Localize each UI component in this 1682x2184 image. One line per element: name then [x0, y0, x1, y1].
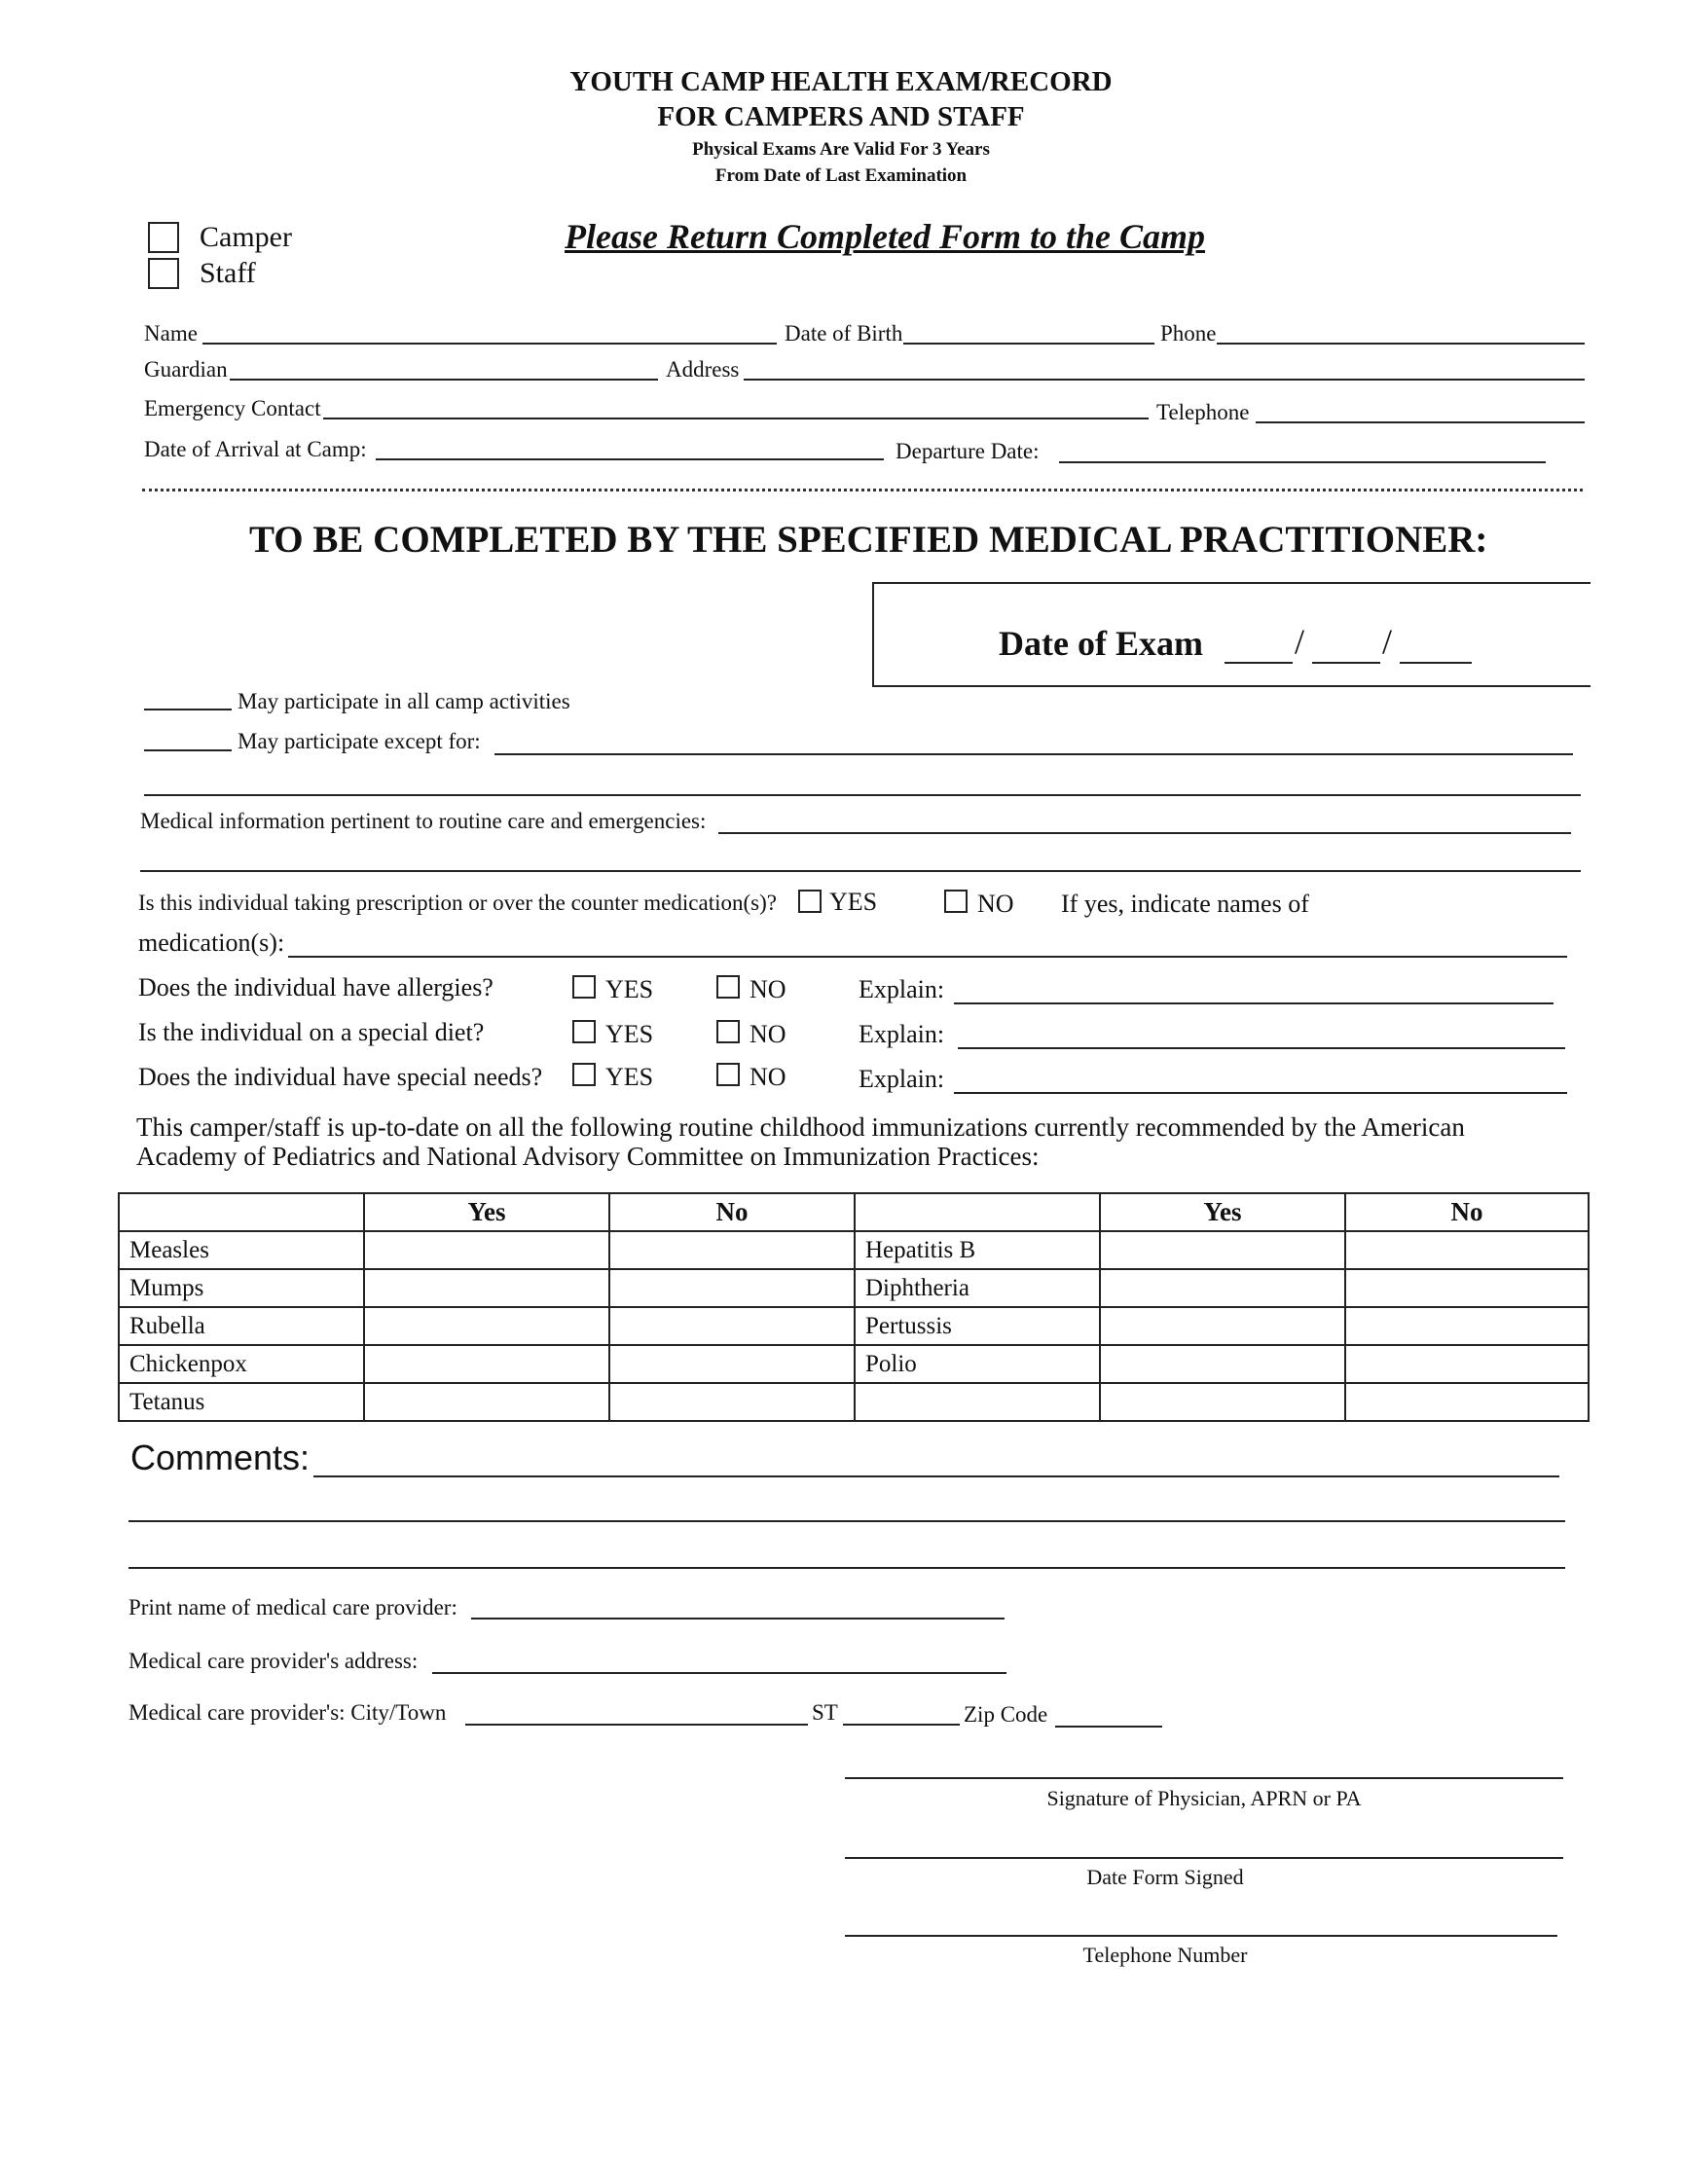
camper-label: Camper — [200, 221, 292, 253]
guardian-label: Guardian — [144, 357, 228, 382]
table-header-cell — [119, 1193, 364, 1231]
exam-date-separator: / — [1382, 622, 1393, 661]
provider-name-label: Print name of medical care provider: — [128, 1595, 457, 1620]
special-diet-yes-checkbox[interactable] — [572, 1020, 596, 1043]
medical-info-field-line2[interactable] — [140, 870, 1581, 872]
table-header-cell: No — [609, 1193, 855, 1231]
exam-date-box — [872, 582, 1591, 687]
departure-date-label: Departure Date: — [896, 439, 1040, 463]
yes-cell[interactable] — [1100, 1307, 1345, 1345]
telephone-field[interactable] — [1256, 421, 1585, 423]
no-cell[interactable] — [1345, 1345, 1589, 1383]
phone-field[interactable] — [1217, 343, 1585, 345]
exam-day-field[interactable] — [1312, 662, 1380, 664]
exam-date-label: Date of Exam — [999, 624, 1203, 663]
participate-all-field[interactable] — [144, 709, 232, 710]
provider-telephone-label: Telephone Number — [1082, 1943, 1248, 1967]
yes-cell[interactable] — [1100, 1383, 1345, 1421]
guardian-field[interactable] — [230, 379, 658, 381]
table-row — [119, 1383, 1589, 1421]
no-cell[interactable] — [609, 1345, 855, 1383]
table-row — [119, 1345, 1589, 1383]
provider-zip-label: Zip Code — [964, 1702, 1048, 1727]
vaccine-name: Rubella — [119, 1307, 364, 1345]
medication-names-label: medication(s): — [138, 928, 285, 957]
immunization-table — [118, 1192, 1590, 1422]
arrival-date-label: Date of Arrival at Camp: — [144, 437, 367, 461]
vaccine-name: Mumps — [119, 1269, 364, 1307]
provider-zip-field[interactable] — [1055, 1726, 1162, 1728]
no-cell[interactable] — [1345, 1269, 1589, 1307]
medical-info-field[interactable] — [718, 832, 1571, 834]
telephone-label: Telephone — [1156, 400, 1250, 424]
physician-signature-field[interactable] — [845, 1777, 1563, 1779]
date-signed-field[interactable] — [845, 1857, 1563, 1859]
special-needs-explain-label: Explain: — [859, 1065, 945, 1093]
no-cell[interactable] — [609, 1307, 855, 1345]
special-needs-question: Does the individual have special needs? — [138, 1063, 543, 1091]
provider-address-label: Medical care provider's address: — [128, 1649, 419, 1673]
vaccine-name: Polio — [855, 1345, 1100, 1383]
exam-month-field[interactable] — [1225, 662, 1293, 664]
table-header-row — [119, 1193, 1589, 1231]
special-needs-yes-checkbox[interactable] — [572, 1063, 596, 1086]
departure-date-field[interactable] — [1059, 461, 1546, 463]
participate-except-label: May participate except for: — [238, 729, 481, 753]
yes-cell[interactable] — [364, 1345, 609, 1383]
physician-signature-label: Signature of Physician, APRN or PA — [1046, 1786, 1362, 1810]
no-cell[interactable] — [1345, 1383, 1589, 1421]
yes-cell[interactable] — [364, 1307, 609, 1345]
allergies-explain-label: Explain: — [859, 975, 945, 1003]
participate-except-field[interactable] — [494, 753, 1573, 755]
yes-cell[interactable] — [364, 1269, 609, 1307]
allergies-no-label: NO — [750, 975, 786, 1003]
vaccine-name: Hepatitis B — [855, 1231, 1100, 1269]
name-field[interactable] — [202, 343, 777, 345]
address-field[interactable] — [744, 379, 1585, 381]
vaccine-name: Chickenpox — [119, 1345, 364, 1383]
allergies-yes-checkbox[interactable] — [572, 975, 596, 999]
arrival-date-field[interactable] — [376, 458, 884, 460]
yes-cell[interactable] — [364, 1383, 609, 1421]
participate-except-mark-field[interactable] — [144, 749, 232, 751]
table-header-cell: Yes — [364, 1193, 609, 1231]
provider-address-field[interactable] — [432, 1672, 1006, 1674]
form-subtitle-line2: From Date of Last Examination — [714, 165, 968, 186]
staff-label: Staff — [200, 257, 256, 289]
table-row — [119, 1307, 1589, 1345]
special-needs-yes-label: YES — [605, 1063, 654, 1091]
vaccine-name — [855, 1383, 1100, 1421]
table-header-cell: Yes — [1100, 1193, 1345, 1231]
special-diet-explain-label: Explain: — [859, 1020, 945, 1048]
allergies-explain-field[interactable] — [954, 1002, 1554, 1004]
comments-field[interactable] — [313, 1475, 1559, 1477]
provider-name-field[interactable] — [471, 1618, 1005, 1620]
medication-no-label: NO — [977, 890, 1014, 918]
staff-checkbox[interactable] — [148, 258, 179, 289]
camper-checkbox[interactable] — [148, 222, 179, 253]
no-cell[interactable] — [1345, 1307, 1589, 1345]
vaccine-name: Measles — [119, 1231, 364, 1269]
medication-yes-label: YES — [829, 888, 878, 916]
vaccine-name: Tetanus — [119, 1383, 364, 1421]
form-title-line2: FOR CAMPERS AND STAFF — [657, 101, 1025, 132]
no-cell[interactable] — [1345, 1231, 1589, 1269]
yes-cell[interactable] — [1100, 1231, 1345, 1269]
medication-no-checkbox[interactable] — [944, 890, 968, 913]
table-header-cell — [855, 1193, 1100, 1231]
no-cell[interactable] — [609, 1383, 855, 1421]
special-diet-yes-label: YES — [605, 1020, 654, 1048]
table-header-cell: No — [1345, 1193, 1589, 1231]
comments-field-line2[interactable] — [128, 1520, 1565, 1522]
exam-date-separator: / — [1295, 622, 1305, 661]
provider-city-field[interactable] — [465, 1724, 808, 1726]
medication-names-field[interactable] — [288, 956, 1567, 958]
address-label: Address — [666, 357, 740, 382]
allergies-question: Does the individual have allergies? — [138, 973, 494, 1001]
yes-cell[interactable] — [364, 1231, 609, 1269]
participate-except-field-line2[interactable] — [144, 794, 1581, 796]
date-signed-label: Date Form Signed — [1086, 1865, 1244, 1889]
exam-year-field[interactable] — [1400, 662, 1472, 664]
phone-label: Phone — [1160, 321, 1217, 346]
yes-cell[interactable] — [1100, 1269, 1345, 1307]
return-notice: Please Return Completed Form to the Camp — [565, 217, 1206, 256]
emergency-contact-field[interactable] — [323, 418, 1149, 419]
special-diet-no-checkbox[interactable] — [716, 1020, 740, 1043]
comments-field-line3[interactable] — [128, 1567, 1565, 1569]
allergies-yes-label: YES — [605, 975, 654, 1003]
special-diet-no-label: NO — [750, 1020, 786, 1048]
comments-label: Comments: — [130, 1438, 311, 1477]
no-cell[interactable] — [609, 1231, 855, 1269]
name-label: Name — [144, 321, 198, 346]
special-needs-no-checkbox[interactable] — [716, 1063, 740, 1086]
yes-cell[interactable] — [1100, 1345, 1345, 1383]
provider-state-field[interactable] — [843, 1724, 960, 1726]
form-subtitle-line1: Physical Exams Are Valid For 3 Years — [692, 139, 990, 160]
special-needs-no-label: NO — [750, 1063, 786, 1091]
allergies-no-checkbox[interactable] — [716, 975, 740, 999]
special-needs-explain-field[interactable] — [954, 1092, 1567, 1094]
provider-state-label: ST — [812, 1700, 838, 1725]
special-diet-question: Is the individual on a special diet? — [138, 1018, 485, 1046]
provider-city-label: Medical care provider's: City/Town — [128, 1700, 447, 1725]
emergency-contact-label: Emergency Contact — [144, 396, 321, 420]
medication-if-yes-label: If yes, indicate names of — [1061, 890, 1309, 918]
table-row — [119, 1231, 1589, 1269]
medication-yes-checkbox[interactable] — [798, 890, 822, 913]
medication-question: Is this individual taking prescription or over the counter medication(s)? — [138, 891, 777, 915]
immunization-statement-line2: Academy of Pediatrics and National Advisory Committee on Immunization Practices: — [136, 1142, 1040, 1171]
section-divider — [142, 489, 1583, 491]
special-diet-explain-field[interactable] — [958, 1047, 1565, 1049]
form-title-line1: YOUTH CAMP HEALTH EXAM/RECORD — [569, 66, 1113, 97]
vaccine-name: Diphtheria — [855, 1269, 1100, 1307]
participate-all-label: May participate in all camp activities — [238, 689, 570, 713]
practitioner-section-heading: TO BE COMPLETED BY THE SPECIFIED MEDICAL PRACTITIONER: — [249, 519, 1488, 561]
provider-telephone-field[interactable] — [845, 1935, 1557, 1937]
vaccine-name: Pertussis — [855, 1307, 1100, 1345]
table-row — [119, 1269, 1589, 1307]
dob-field[interactable] — [903, 343, 1154, 345]
no-cell[interactable] — [609, 1269, 855, 1307]
dob-label: Date of Birth — [785, 321, 903, 346]
immunization-statement-line1: This camper/staff is up-to-date on all the following routine childhood immunizations currently recommended by the American — [136, 1112, 1465, 1142]
medical-info-label: Medical information pertinent to routine care and emergencies: — [140, 809, 707, 833]
